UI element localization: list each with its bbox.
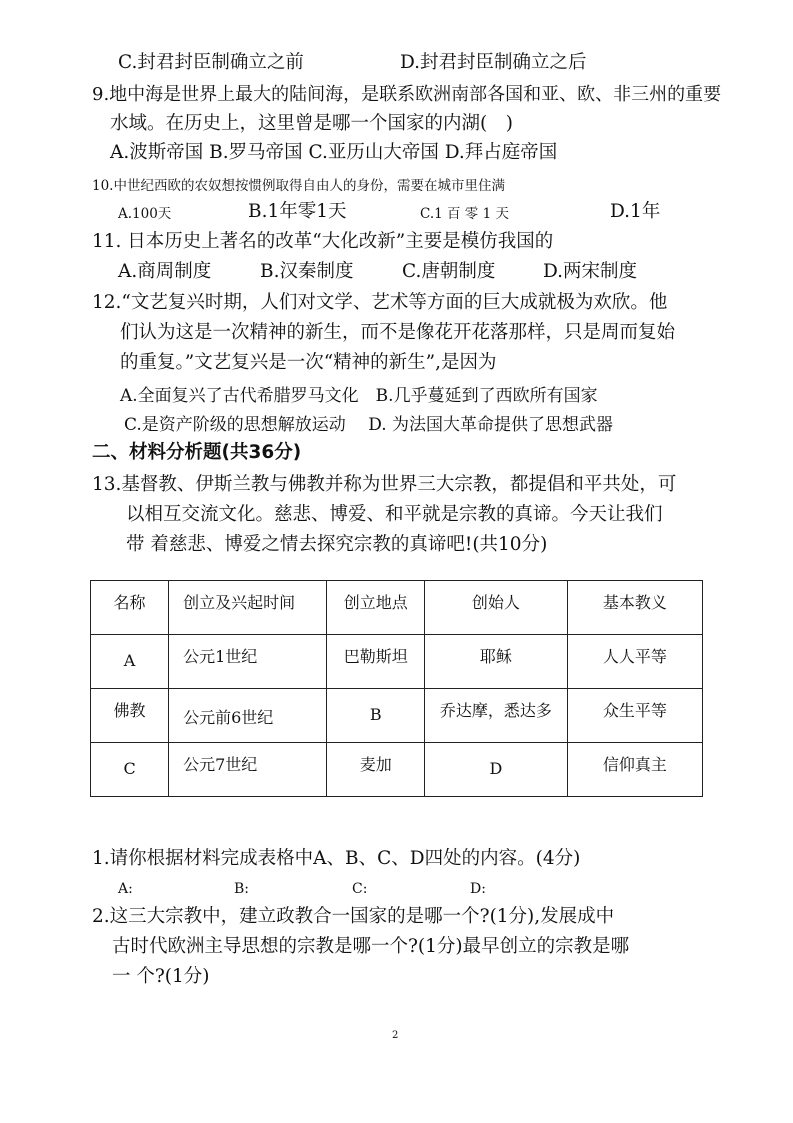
table-header-cell: 创立及兴起时间 <box>169 581 327 635</box>
sub2-stem-line2: 古时代欧洲主导思想的宗教是哪一个?(1分)最早创立的宗教是哪 <box>112 936 630 957</box>
table-header-cell: 创始人 <box>425 581 567 635</box>
sub2-stem-line1: 2.这三大宗教中，建立政教合一国家的是哪一个?(1分),发展成中 <box>92 906 615 927</box>
sub1-blank-c: C: <box>352 881 368 897</box>
section-heading: 二、材料分析题(共36分) <box>92 442 302 463</box>
table-cell: 信仰真主 <box>567 743 702 797</box>
q11-option-a: A.商周制度 <box>118 261 212 282</box>
sub1-stem: 1.请你根据材料完成表格中A、B、C、D四处的内容。(4分) <box>92 848 581 869</box>
q10-stem: 10.中世纪西欧的农奴想按惯例取得自由人的身份，需要在城市里住满 <box>92 178 505 194</box>
table-cell: D <box>425 743 567 797</box>
sub2-stem-line3: 一 个?(1分) <box>112 966 210 987</box>
religions-table <box>90 580 703 797</box>
table-header-cell: 创立地点 <box>327 581 425 635</box>
q9-stem-line1: 9.地中海是世界上最大的陆间海，是联系欧洲南部各国和亚、欧、非三州的重要 <box>92 84 722 105</box>
table-cell: 耶稣 <box>425 635 567 689</box>
table-cell: C <box>91 743 169 797</box>
q10-option-a: A.100天 <box>118 206 172 222</box>
q12-stem-line2: 们认为这是一次精神的新生，而不是像花开花落那样，只是周而复始 <box>120 322 676 343</box>
q11-option-b: B.汉秦制度 <box>260 261 354 282</box>
table-header-row <box>91 581 703 635</box>
q11-option-c: C.唐朝制度 <box>402 261 496 282</box>
table-cell: 公元1世纪 <box>169 635 327 689</box>
q8-option-d: D.封君封臣制确立之后 <box>400 52 587 73</box>
table-cell: 乔达摩，悉达多 <box>425 689 567 743</box>
q9-stem-line2: 水域。在历史上，这里曾是哪一个国家的内湖( ) <box>110 113 513 134</box>
table-cell: B <box>327 689 425 743</box>
q12-stem-line1: 12.“文艺复兴时期，人们对文学、艺术等方面的巨大成就极为欢欣。他 <box>92 292 668 313</box>
table-row <box>91 743 703 797</box>
table-header-cell: 基本教义 <box>567 581 702 635</box>
q10-option-c: C.1 百 零 1 天 <box>420 206 509 222</box>
q10-option-b: B.1年零1天 <box>248 201 347 222</box>
table-cell: 人人平等 <box>567 635 702 689</box>
sub1-blank-b: B: <box>234 881 250 897</box>
table-header-cell: 名称 <box>91 581 169 635</box>
q13-stem-line1: 13.基督教、伊斯兰教与佛教并称为世界三大宗教，都提倡和平共处，可 <box>92 474 677 495</box>
q11-option-d: D.两宋制度 <box>543 261 638 282</box>
q8-option-c: C.封君封臣制确立之前 <box>118 52 304 73</box>
q13-stem-line2: 以相互交流文化。慈悲、博爱、和平就是宗教的真谛。今天让我们 <box>126 504 663 525</box>
q11-stem: 11. 日本历史上著名的改革“大化改新”主要是模仿我国的 <box>92 231 554 252</box>
table-cell: 巴勒斯坦 <box>327 635 425 689</box>
table-row <box>91 689 703 743</box>
table-cell: A <box>91 635 169 689</box>
page-number: 2 <box>392 1030 399 1041</box>
sub1-blank-a: A: <box>118 881 133 897</box>
table-row <box>91 635 703 689</box>
q12-options-ab: A.全面复兴了古代希腊罗马文化 B.几乎蔓延到了西欧所有国家 <box>120 386 598 406</box>
table-cell: 公元7世纪 <box>169 743 327 797</box>
q13-stem-line3: 带 着慈悲、博爱之情去探究宗教的真谛吧!(共10分) <box>126 534 548 555</box>
table-cell: 佛教 <box>91 689 169 743</box>
q10-option-d: D.1年 <box>610 201 661 222</box>
q9-options: A.波斯帝国 B.罗马帝国 C.亚历山大帝国 D.拜占庭帝国 <box>110 142 558 163</box>
table-cell: 麦加 <box>327 743 425 797</box>
sub1-blank-d: D: <box>470 881 486 897</box>
table-cell: 众生平等 <box>567 689 702 743</box>
q12-options-cd: C.是资产阶级的思想解放运动 D. 为法国大革命提供了思想武器 <box>124 415 614 435</box>
q12-stem-line3: 的重复。”文艺复兴是一次“精神的新生”,是因为 <box>120 352 497 373</box>
table-cell: 公元前6世纪 <box>169 689 327 743</box>
